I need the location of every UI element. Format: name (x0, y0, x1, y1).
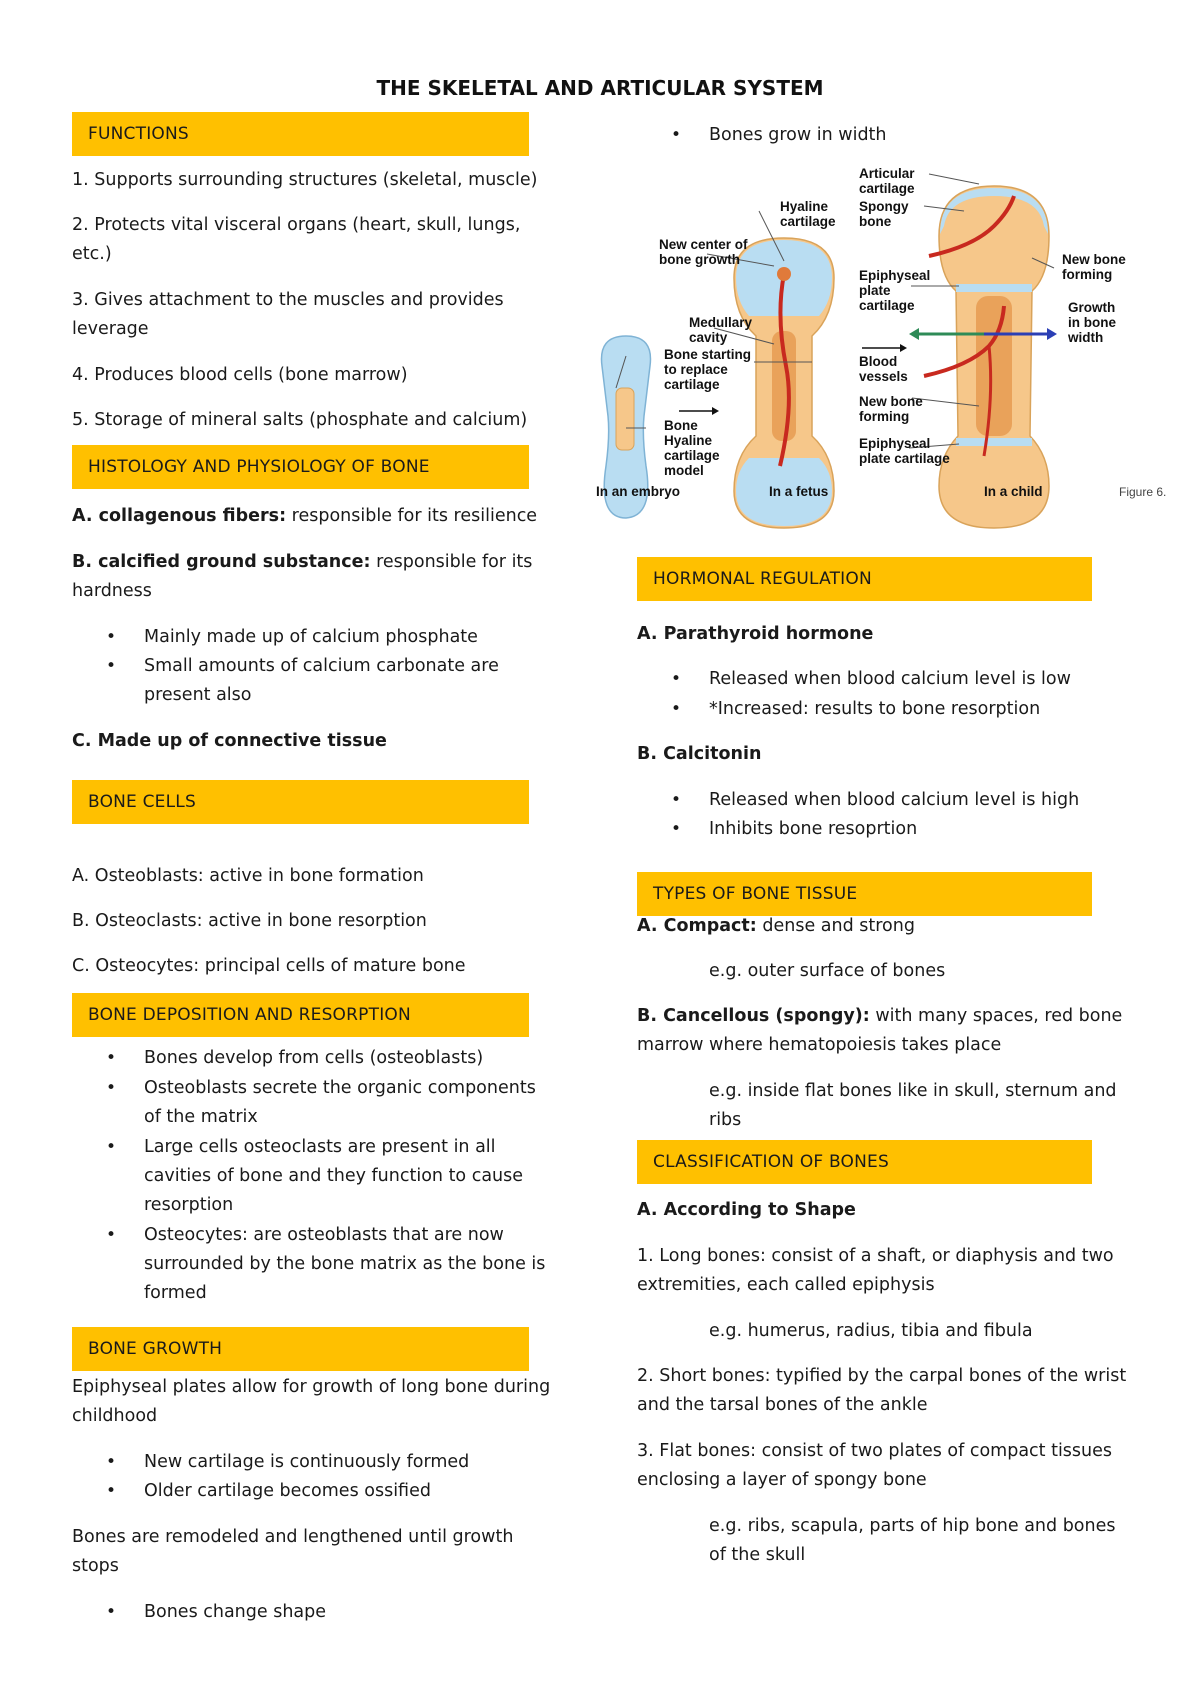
types-item-a (637, 912, 1137, 941)
classification-flat: 3. Flat bones: consist of two plates of compact tissues enclosing a layer of spongy bone (637, 1441, 1113, 1490)
histology-b-text: responsible for its hardness (72, 552, 533, 601)
caption-embryo: In an embryo (596, 484, 681, 499)
types-item-b (637, 1002, 1127, 1060)
label-articular: Articular (859, 166, 915, 181)
label-spongy-bone: bone (859, 214, 892, 229)
label-cartilage-model: cartilage (664, 448, 720, 463)
deposition-bullet-1: • Bones develop from cells (osteoblasts) (72, 1044, 552, 1073)
child-medullary-cavity (976, 296, 1012, 436)
label-model: model (664, 463, 704, 478)
deposition-bullet-3: • Large cells osteoclasts are present in all cavities of bone and they function to cause resorption (72, 1133, 552, 1220)
growth-remodel: Bones are remodeled and lengthened until growth stops (72, 1527, 514, 1576)
types-b-label: B. Cancellous (spongy): (637, 1006, 870, 1026)
figure-reference: Figure 6. (1119, 485, 1167, 499)
deposition-bullet-2: • Osteoblasts secrete the organic components of the matrix (72, 1074, 552, 1132)
caption-child: In a child (984, 484, 1043, 499)
growth-bullet-3: • Bones change shape (72, 1598, 552, 1627)
label-new-center: New center of (659, 237, 748, 252)
function-item-3: 3. Gives attachment to the muscles and provides leverage (72, 290, 504, 339)
types-b-example: e.g. inside flat bones like in skull, sternum and ribs (709, 1081, 1117, 1130)
section-heading-types: TYPES OF BONE TISSUE (637, 872, 1092, 916)
label-epiphyseal-2: Epiphyseal (859, 436, 931, 451)
bone-cell-item-b: B. Osteoclasts: active in bone resorption (72, 911, 427, 931)
hormonal-a-bullet-2: • *Increased: results to bone resorption (637, 695, 1127, 724)
classification-short: 2. Short bones: typified by the carpal bones of the wrist and the tarsal bones of the ankle (637, 1366, 1127, 1415)
label-plate: plate (859, 283, 891, 298)
label-medullary: Medullary (689, 315, 753, 330)
label-to-replace: to replace (664, 362, 728, 377)
label-blood: Blood (859, 354, 898, 369)
types-a-text: dense and strong (756, 916, 915, 936)
function-item-2: 2. Protects vital visceral organs (heart, skull, lungs, etc.) (72, 215, 521, 264)
section-heading-bone-cells: BONE CELLS (72, 780, 529, 824)
label-plate-cartilage: cartilage (859, 298, 915, 313)
function-item-1: 1. Supports surrounding structures (skeletal, muscle) (72, 170, 538, 190)
section-heading-deposition: BONE DEPOSITION AND RESORPTION (72, 993, 529, 1037)
bone-cell-item-c: C. Osteocytes: principal cells of mature bone (72, 956, 466, 976)
label-new-bone-2: New bone (859, 394, 923, 409)
classification-long-example: e.g. humerus, radius, tibia and fibula (709, 1321, 1033, 1341)
label-growth: Growth (1068, 300, 1116, 315)
embryo-bone-collar (616, 388, 634, 450)
function-item-4: 4. Produces blood cells (bone marrow) (72, 365, 408, 385)
bone-cell-item-a: A. Osteoblasts: active in bone formation (72, 866, 424, 886)
label-in-bone: in bone (1068, 315, 1116, 330)
histology-bullet-2: • Small amounts of calcium carbonate are present also (72, 652, 552, 710)
deposition-bullet-4: • Osteocytes: are osteoblasts that are now surrounded by the bone matrix as the bone is formed (72, 1221, 562, 1308)
label-width: width (1068, 330, 1104, 345)
label-cartilage-replace: cartilage (664, 377, 720, 392)
label-spongy: Spongy (859, 199, 909, 214)
label-forming: forming (1062, 267, 1113, 282)
label-epiphyseal: Epiphyseal (859, 268, 931, 283)
label-bone-starting: Bone starting (664, 347, 752, 362)
histology-b-label: B. calcified ground substance: (72, 552, 371, 572)
hormonal-b-bullet-2: • Inhibits bone resoprtion (637, 815, 1127, 844)
histology-item-b (72, 548, 542, 606)
label-forming-2: forming (859, 409, 910, 424)
label-vessels: vessels (859, 369, 908, 384)
histology-item-a (72, 502, 572, 531)
section-heading-classification: CLASSIFICATION OF BONES (637, 1140, 1092, 1184)
label-plate-cartilage-2: plate cartilage (859, 451, 950, 466)
bone-growth-figure (584, 166, 1174, 536)
types-a-example: e.g. outer surface of bones (709, 961, 946, 981)
classification-a-label: A. According to Shape (637, 1200, 856, 1220)
hormonal-b-bullet-1: • Released when blood calcium level is high (637, 786, 1127, 815)
classification-long: 1. Long bones: consist of a shaft, or diaphysis and two extremities, each called epiphysis (637, 1246, 1114, 1295)
caption-fetus: In a fetus (769, 484, 829, 499)
function-item-5: 5. Storage of mineral salts (phosphate and calcium) (72, 410, 528, 430)
label-new-bone: New bone (1062, 252, 1126, 267)
page-title: THE SKELETAL AND ARTICULAR SYSTEM (376, 76, 824, 100)
label-cavity: cavity (689, 330, 728, 345)
histology-item-c: C. Made up of connective tissue (72, 731, 387, 751)
hormonal-a-label: A. Parathyroid hormone (637, 624, 874, 644)
types-b-text: with many spaces, red bone marrow where hematopoiesis takes place (637, 1006, 1123, 1055)
child-lower-epiphyseal-plate (956, 438, 1032, 446)
width-growth-bullet: • Bones grow in width (637, 121, 1117, 150)
section-heading-histology: HISTOLOGY AND PHYSIOLOGY OF BONE (72, 445, 529, 489)
section-heading-functions: FUNCTIONS (72, 112, 529, 156)
classification-flat-example: e.g. ribs, scapula, parts of hip bone and bones of the skull (709, 1516, 1116, 1565)
section-heading-hormonal: HORMONAL REGULATION (637, 557, 1092, 601)
growth-bullet-1: • New cartilage is continuously formed (72, 1448, 552, 1477)
label-bone-growth: bone growth (659, 252, 740, 267)
label-hyaline-cartilage: cartilage (780, 214, 836, 229)
histology-a-text: responsible for its resilience (286, 506, 538, 526)
hormonal-b-label: B. Calcitonin (637, 744, 762, 764)
child-upper-epiphyseal-plate (956, 284, 1032, 292)
label-articular-cartilage: cartilage (859, 181, 915, 196)
label-hyaline-2: Hyaline (664, 433, 713, 448)
growth-bullet-2: • Older cartilage becomes ossified (72, 1477, 552, 1506)
label-bone: Bone (664, 418, 698, 433)
label-hyaline: Hyaline (780, 199, 829, 214)
types-a-label: A. Compact: (637, 916, 757, 936)
fetus-new-center-of-growth (777, 267, 791, 281)
growth-intro: Epiphyseal plates allow for growth of long bone during childhood (72, 1377, 551, 1426)
histology-bullet-1: • Mainly made up of calcium phosphate (72, 623, 542, 652)
hormonal-a-bullet-1: • Released when blood calcium level is low (637, 665, 1127, 694)
section-heading-growth: BONE GROWTH (72, 1327, 529, 1371)
histology-a-label: A. collagenous fibers: (72, 506, 287, 526)
